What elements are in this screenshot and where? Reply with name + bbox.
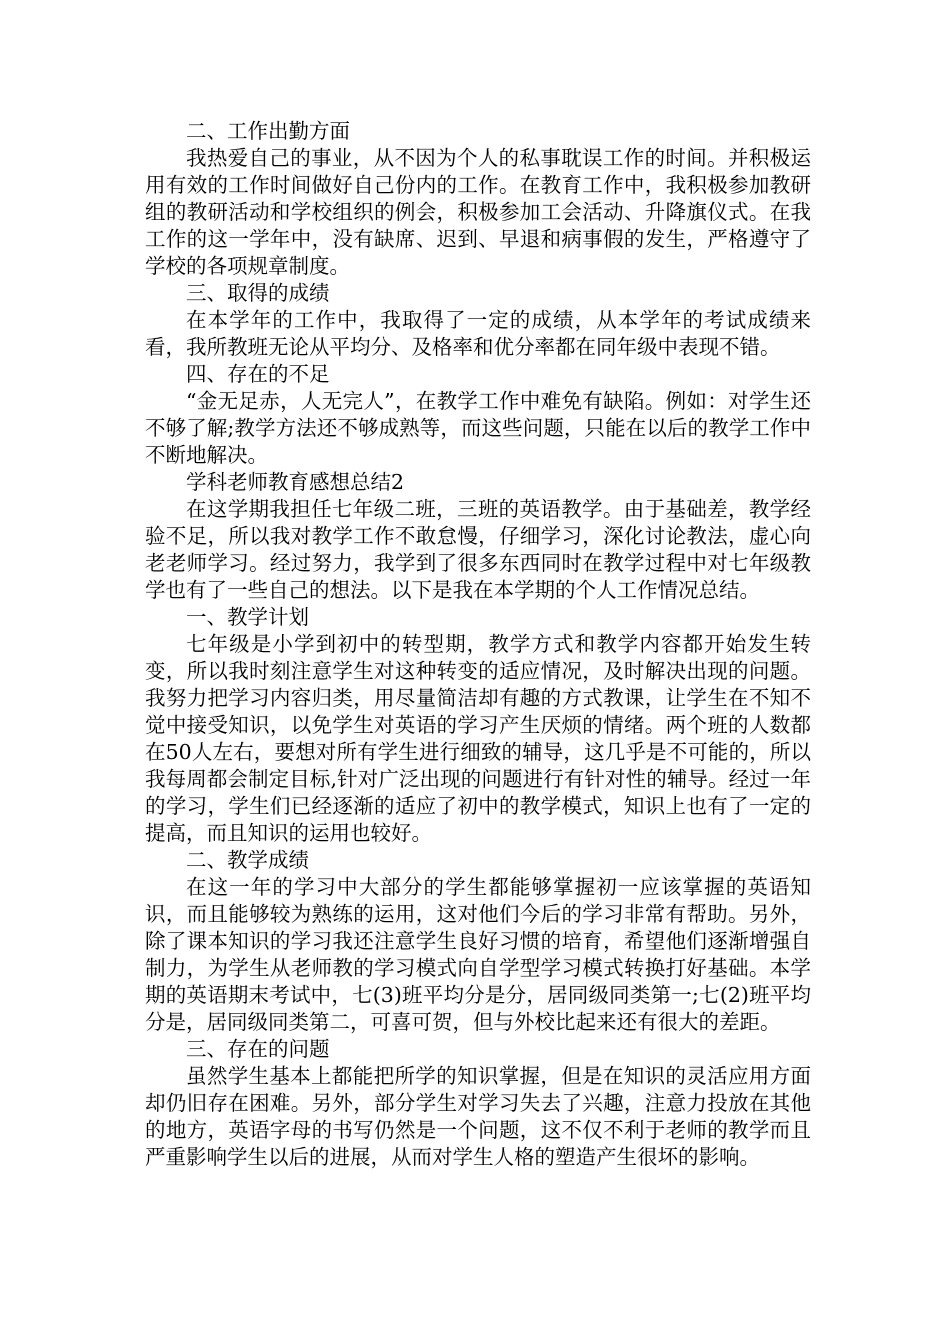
- section-heading-teaching-plan: 一、教学计划: [186, 605, 309, 629]
- body-paragraph: 虽然学生基本上都能把所学的知识掌握，但是在知识的灵活应用方面却仍旧存在困难。另外，部分学生对学习失去了兴趣，注意力投放在其他的地方，英语字母的书写仍然是一个问题，这不仅不利于老师的教学而且严重影响学生以后的进展，从而对学生人格的塑造产生很坏的影响。: [145, 1064, 811, 1169]
- document-page: [145, 118, 811, 1171]
- document-subtitle: 学科老师教育感想总结2: [186, 470, 405, 494]
- section-heading-shortcomings: 四、存在的不足: [186, 362, 330, 386]
- body-paragraph: 在这学期我担任七年级二班，三班的英语教学。由于基础差，教学经验不足，所以我对教学工作不敢怠慢，仔细学习，深化讨论教法，虚心向老老师学习。经过努力，我学到了很多东西同时在教学过程中对七年级教学也有了一些自己的想法。以下是我在本学期的个人工作情况总结。: [145, 497, 811, 602]
- section-heading-achievements: 三、取得的成绩: [186, 281, 330, 305]
- body-paragraph: “金无足赤，人无完人”，在教学工作中难免有缺陷。例如：对学生还不够了解;教学方法还不够成熟等，而这些问题，只能在以后的教学工作中不断地解决。: [145, 389, 811, 467]
- body-paragraph: 我热爱自己的事业，从不因为个人的私事耽误工作的时间。并积极运用有效的工作时间做好自己份内的工作。在教育工作中，我积极参加教研组的教研活动和学校组织的例会，积极参加工会活动、升降旗仪式。在我工作的这一学年中，没有缺席、迟到、早退和病事假的发生，严格遵守了学校的各项规章制度。: [145, 146, 811, 278]
- body-paragraph: 七年级是小学到初中的转型期，教学方式和教学内容都开始发生转变，所以我时刻注意学生对这种转变的适应情况，及时解决出现的问题。我努力把学习内容归类，用尽量简洁却有趣的方式教课，让学生在不知不觉中接受知识，以免学生对英语的学习产生厌烦的情绪。两个班的人数都在50人左右，要想对所有学生进行细致的辅导，这几乎是不可能的，所以我每周都会制定目标,针对广泛出现的问题进行有针对性的辅导。经过一年的学习，学生们已经逐渐的适应了初中的教学模式，知识上也有了一定的提高，而且知识的运用也较好。: [145, 632, 811, 845]
- section-heading-attendance: 二、工作出勤方面: [186, 119, 350, 143]
- section-heading-teaching-results: 二、教学成绩: [186, 848, 309, 872]
- section-heading-existing-problems: 三、存在的问题: [186, 1037, 330, 1061]
- body-paragraph: 在本学年的工作中，我取得了一定的成绩，从本学年的考试成绩来看，我所教班无论从平均分、及格率和优分率都在同年级中表现不错。: [145, 308, 811, 359]
- body-paragraph: 在这一年的学习中大部分的学生都能够掌握初一应该掌握的英语知识，而且能够较为熟练的运用，这对他们今后的学习非常有帮助。另外，除了课本知识的学习我还注意学生良好习惯的培育，希望他们逐渐增强自制力，为学生从老师教的学习模式向自学型学习模式转换打好基础。本学期的英语期末考试中，七(3)班平均分是分，居同级同类第一;七(2)班平均分是，居同级同类第二，可喜可贺，但与外校比起来还有很大的差距。: [145, 875, 811, 1034]
